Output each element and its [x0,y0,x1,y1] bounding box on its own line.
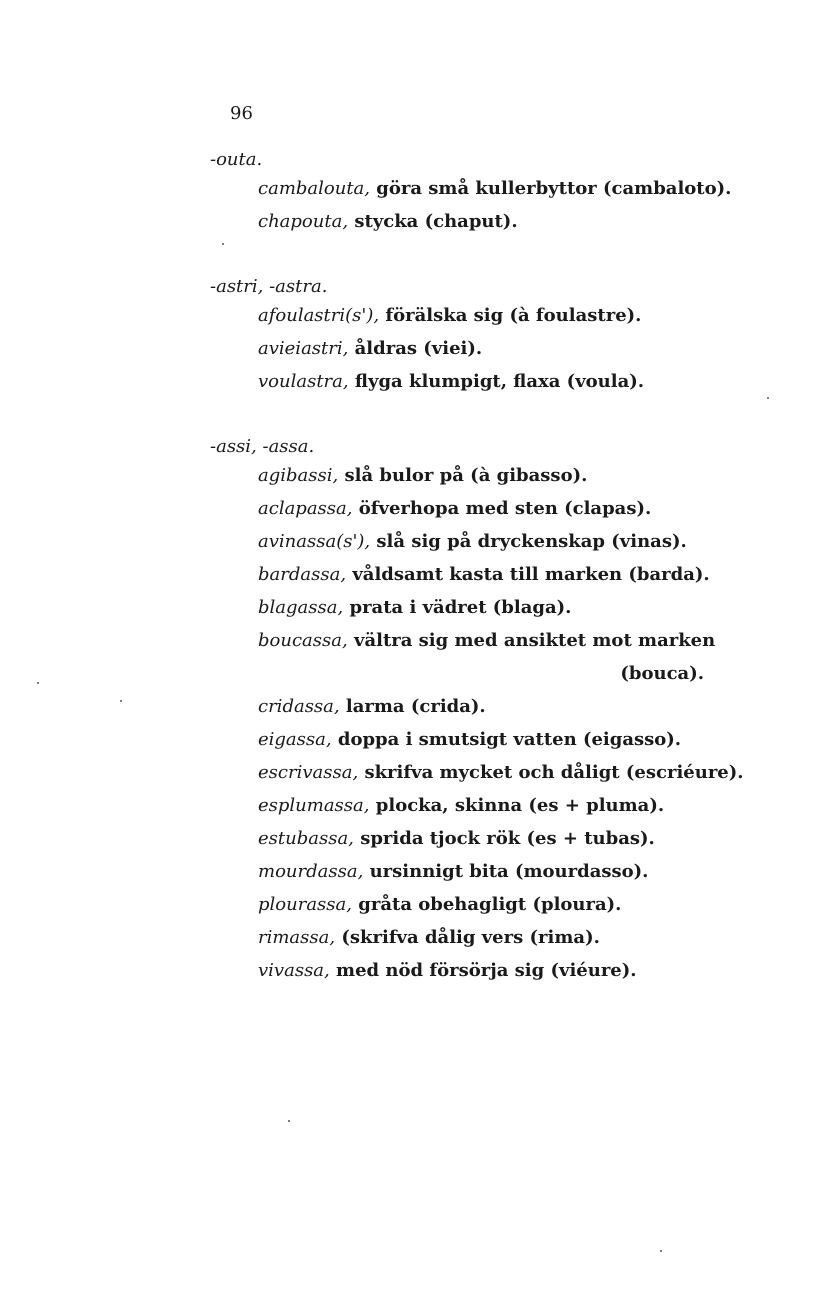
entry-term: eigassa, [258,729,332,750]
entry [210,459,770,492]
entry-definition: gråta obehagligt (ploura). [358,894,622,915]
section-outa [210,148,770,238]
entry-term: aclapassa, [258,498,353,519]
suffix-heading: -outa. [210,149,263,170]
entry-term: cambalouta, [258,178,371,199]
entry [210,591,770,624]
entry [210,855,770,888]
entry [210,492,770,525]
entry-definition: skrifva mycket och dåligt (escriéure). [364,762,744,783]
scan-speck [767,397,769,399]
entry-term: boucassa, [258,630,348,651]
scan-speck [288,1120,290,1122]
entry-definition: larma (crida). [345,696,486,717]
suffix-heading: -assi, -assa. [210,436,315,457]
entry-definition: öfverhopa med sten (clapas). [358,498,652,519]
entry-term: rimassa, [258,927,336,948]
entry-definition: förälska sig (à foulastre). [385,305,642,326]
entry-definition: våldsamt kasta till marken (barda). [352,564,710,585]
entry-term: blagassa, [258,597,344,618]
entry-definition: slå bulor på (à gibasso). [344,465,588,486]
entry [210,172,770,205]
scan-speck [660,1250,662,1252]
entry-term: avinassa(s'), [258,531,371,552]
entry [210,723,770,756]
entry [210,789,770,822]
entry [210,921,770,954]
entry [210,888,770,921]
entry [210,299,770,332]
entry [210,365,770,398]
scan-speck [222,243,224,245]
word-list [210,148,770,1024]
entry [210,690,770,723]
entry [210,624,770,690]
entry-definition: ursinnigt bita (mourdasso). [369,861,649,882]
entry [210,558,770,591]
entry-term: escrivassa, [258,762,359,783]
entry-definition: doppa i smutsigt vatten (eigasso). [337,729,682,750]
entry-term: plourassa, [258,894,352,915]
entry-term: bardassa, [258,564,347,585]
entry [210,525,770,558]
entry [210,332,770,365]
entry-term: esplumassa, [258,795,370,816]
entry-definition: prata i vädret (blaga). [349,597,572,618]
entry [210,822,770,855]
entry-definition: sprida tjock rök (es + tubas). [360,828,655,849]
entry-term: voulastra, [258,371,349,392]
entry [210,756,770,789]
entry-definition: stycka (chaput). [354,211,518,232]
entry-definition: åldras (viei). [354,338,483,359]
entry-definition: göra små kullerbyttor (cambaloto). [376,178,732,199]
entry-continuation: (bouca). [620,663,704,684]
entry-term: cridassa, [258,696,340,717]
entry-term: afoulastri(s'), [258,305,380,326]
entry-term: mourdassa, [258,861,364,882]
entry-definition: (skrifva dålig vers (rima). [341,927,600,948]
entry-definition: plocka, skinna (es + pluma). [375,795,665,816]
entry-term: vivassa, [258,960,330,981]
entry-definition: flyga klumpigt, flaxa (voula). [354,371,645,392]
entry-term: avieiastri, [258,338,349,359]
section-assi [210,435,770,987]
scan-speck [120,700,122,702]
section-astri [210,275,770,398]
entry-term: agibassi, [258,465,339,486]
entry-definition: med nöd försörja sig (viéure). [336,960,637,981]
entry [210,954,770,987]
scan-speck [37,682,39,684]
entry [210,205,770,238]
entry-definition: slå sig på dryckenskap (vinas). [376,531,687,552]
entry-definition: vältra sig med ansiktet mot marken [353,630,716,651]
page-number: 96 [230,103,253,124]
entry-term: chapouta, [258,211,349,232]
suffix-heading: -astri, -astra. [210,276,328,297]
entry-term: estubassa, [258,828,354,849]
